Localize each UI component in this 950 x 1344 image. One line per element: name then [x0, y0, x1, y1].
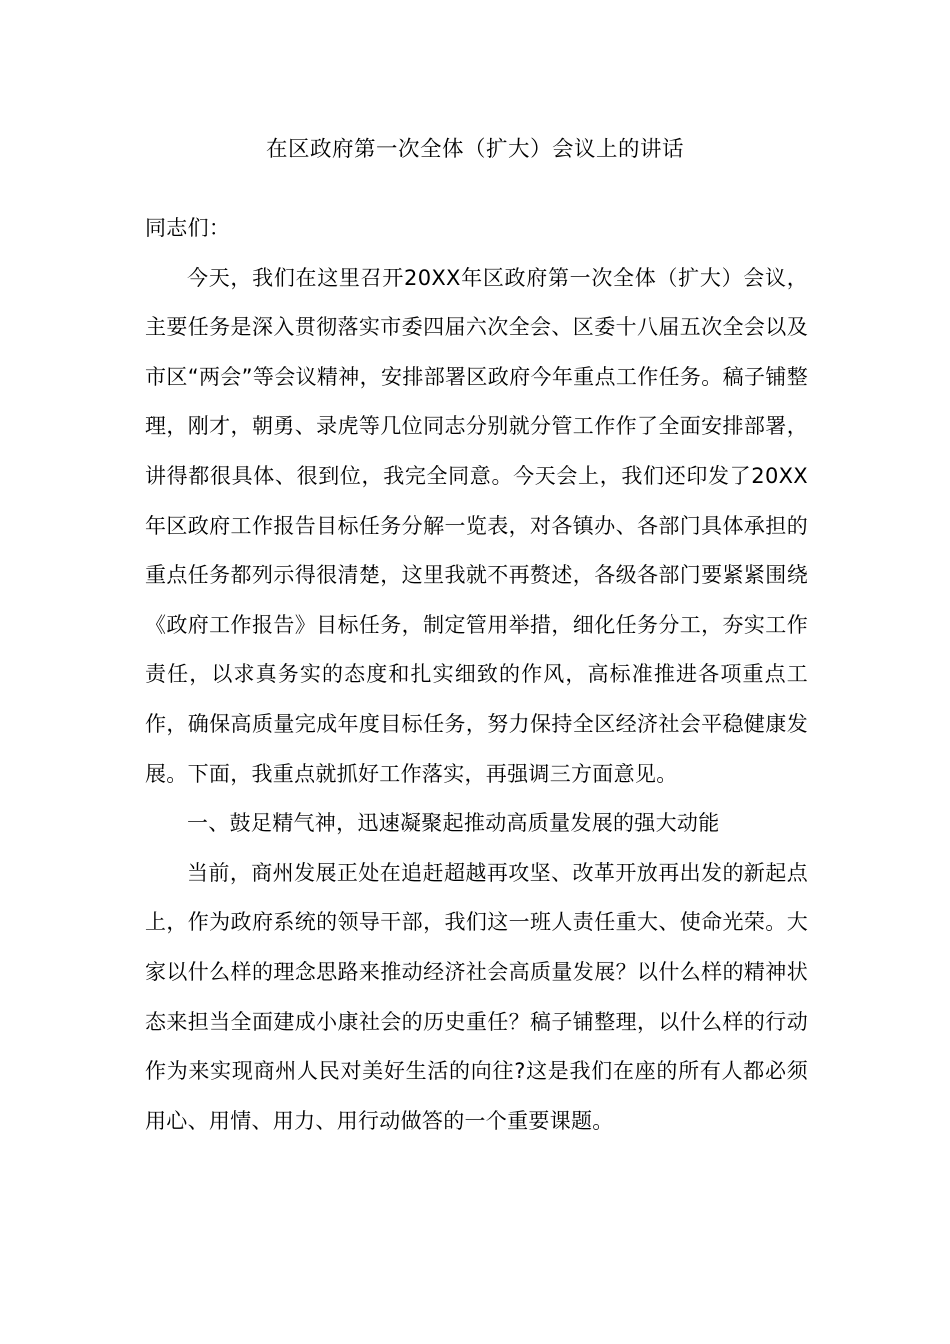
document-title: 在区政府第一次全体（扩大）会议上的讲话 [265, 137, 684, 162]
document-body [145, 204, 808, 1146]
paragraph-opening: 今天，我们在这里召开20XX年区政府第一次全体（扩大）会议，主要任务是深入贯彻落实市委四届六次全会、区委十八届五次全会以及市区“两会”等会议精神，安排部署区政府今年重点工作任务。稿子铺整理，刚才，朝勇、录虎等几位同志分别就分管工作作了全面安排部署，讲得都很具体、很到位，我完全同意。今天会上，我们还印发了20XX年区政府工作报告目标任务分解一览表，对各镇办、各部门具体承担的重点任务都列示得很清楚，这里我就不再赘述，各级各部门要紧紧围绕《政府工作报告》目标任务，制定管用举措，细化任务分工，夯实工作责任，以求真务实的态度和扎实细致的作风，高标准推进各项重点工作，确保高质量完成年度目标任务，努力保持全区经济社会平稳健康发展。下面，我重点就抓好工作落实，再强调三方面意见。 [145, 265, 808, 786]
paragraph-section-1: 当前，商州发展正处在追赶超越再攻坚、改革开放再出发的新起点上，作为政府系统的领导干部，我们这一班人责任重大、使命光荣。大家以什么样的理念思路来推动经济社会高质量发展？以什么样的精神状态来担当全面建成小康社会的历史重任？稿子铺整理，以什么样的行动作为来实现商州人民对美好生活的向往?这是我们在座的所有人都必须用心、用情、用力、用行动做答的一个重要课题。 [145, 860, 808, 1133]
salutation: 同志们： [145, 216, 231, 240]
section-heading-1: 一、鼓足精气神，迅速凝聚起推动高质量发展的强大动能 [187, 811, 720, 836]
